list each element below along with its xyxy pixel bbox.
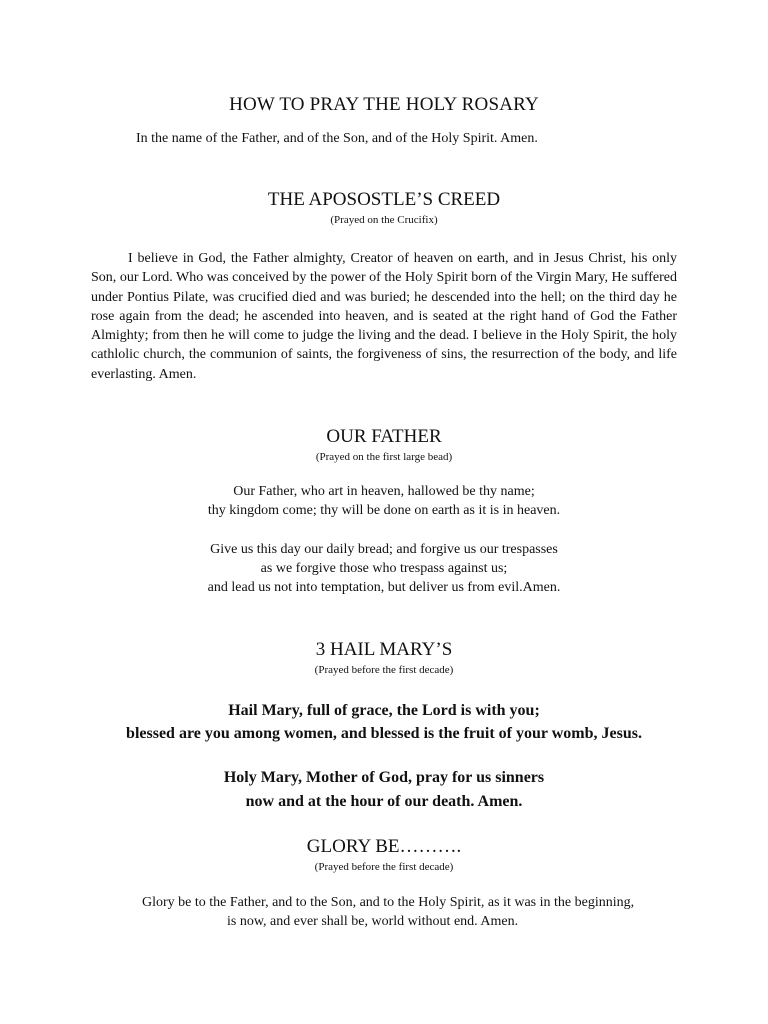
our-father-line: Give us this day our daily bread; and forgive us our trespasses [210,542,558,557]
hail-mary-line: Hail Mary, full of grace, the Lord is with you; [228,702,540,719]
glory-be-note: (Prayed before the first decade) [314,861,454,873]
creed-heading: THE APOSOSTLE’S CREED [267,189,501,210]
hail-mary-line: blessed are you among women, and blessed is the fruit of your womb, Jesus. [126,725,642,742]
glory-be-line: Glory be to the Father, and to the Son, and to the Holy Spirit, as it was in the beginning, [142,895,635,910]
glory-be-line: is now, and ever shall be, world without end. Amen. [227,914,519,929]
our-father-line: thy kingdom come; thy will be done on earth as it is in heaven. [207,503,561,518]
glory-be-heading: GLORY BE………. [306,836,462,857]
our-father-note: (Prayed on the first large bead) [315,451,453,463]
creed-note: (Prayed on the Crucifix) [330,214,438,226]
hail-mary-note: (Prayed before the first decade) [314,664,454,676]
hail-mary-line: now and at the hour of our death. Amen. [245,793,523,810]
our-father-line: Our Father, who art in heaven, hallowed be thy name; [233,484,535,499]
our-father-line: as we forgive those who trespass against us; [260,561,508,576]
hail-mary-line: Holy Mary, Mother of God, pray for us sinners [223,769,545,786]
creed-text: I believe in God, the Father almighty, Creator of heaven on earth, and in Jesus Christ, his only Son, our Lord. Who was conceived by the power of the Holy Spirit born of the Virgin Mary, He suffered under Pontius Pilate, was crucified died and was buried; he descended into the hell; on the third day he rose again from the dead; he ascended into heaven, and is seated at the right hand of God the Father Almighty; from then he will come to judge the living and the dead. I believe in the Holy Spirit, the holy cathlolic church, the communion of saints, the forgiveness of sins, the resurrection of the body, and life everlasting. Amen. [91,251,677,382]
our-father-heading: OUR FATHER [326,426,442,447]
hail-mary-heading: 3 HAIL MARY’S [315,639,453,660]
our-father-line: and lead us not into temptation, but deliver us from evil.Amen. [207,580,561,595]
page-title: HOW TO PRAY THE HOLY ROSARY [229,94,539,115]
sign-of-cross: In the name of the Father, and of the Son, and of the Holy Spirit. Amen. [136,131,538,146]
